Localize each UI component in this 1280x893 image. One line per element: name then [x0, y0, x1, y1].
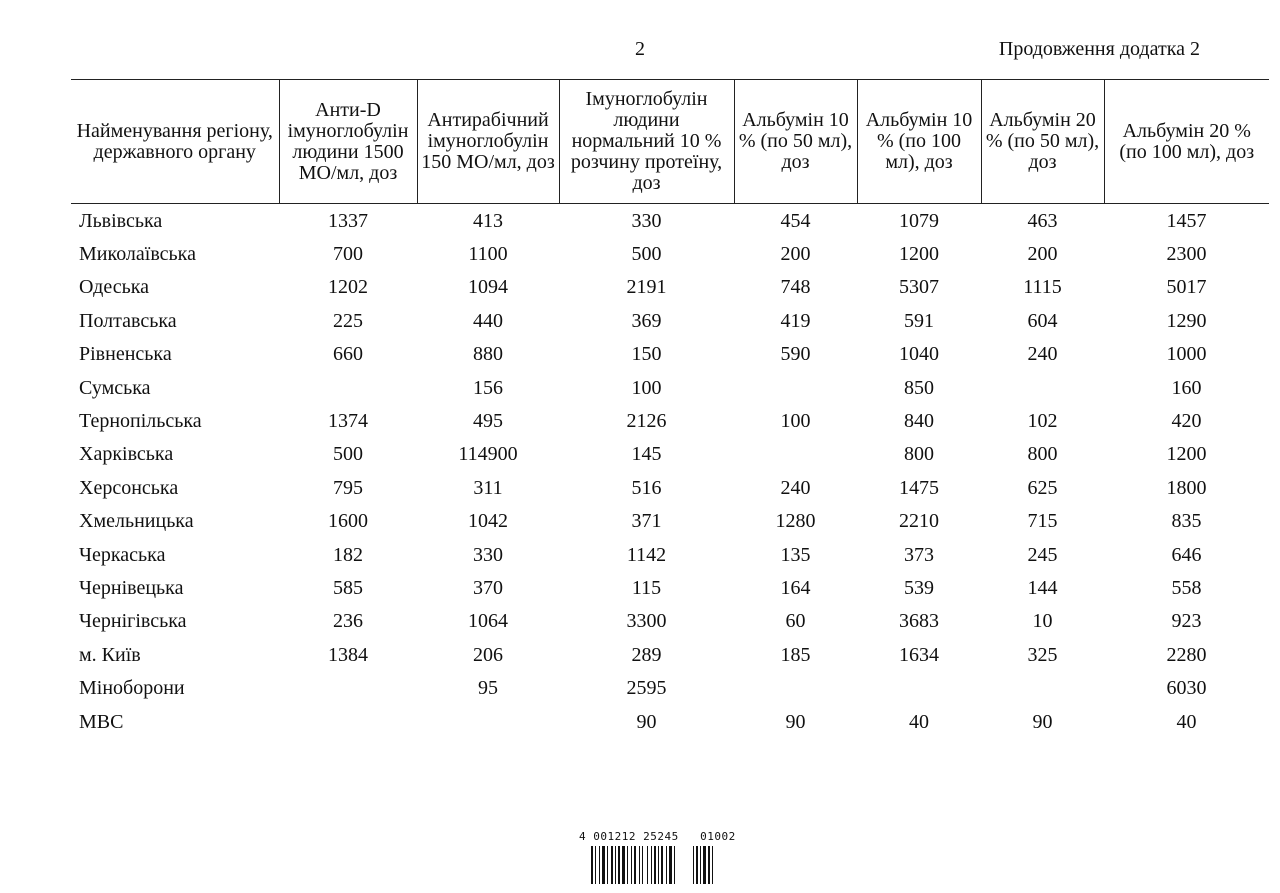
table-cell: 795	[333, 476, 363, 499]
table-cell: 100	[780, 410, 811, 433]
table-body	[71, 204, 1269, 739]
table-cell: 558	[1171, 576, 1202, 599]
column-header-albumin-20-100: Альбумін 20 % (по 100 мл), доз	[1104, 80, 1269, 204]
table-row	[71, 304, 1269, 337]
table-row	[71, 404, 1269, 437]
table-cell: 2280	[1166, 643, 1207, 666]
barcode-bar	[591, 846, 593, 884]
table-row	[71, 204, 1269, 238]
barcode-bar	[658, 846, 659, 884]
region-name-cell: МВС	[79, 710, 124, 733]
barcode-bar	[627, 846, 628, 884]
table-cell: 100	[631, 376, 662, 399]
region-name-cell: Черкаська	[79, 543, 166, 566]
table-cell: 5307	[899, 276, 939, 299]
table-cell: 1064	[468, 610, 508, 633]
table-cell: 330	[631, 209, 662, 232]
table-cell: 114900	[458, 443, 518, 466]
table-cell	[279, 371, 417, 404]
table-cell: 330	[473, 543, 503, 566]
table-cell: 371	[631, 510, 662, 533]
region-name-cell: Одеська	[79, 276, 150, 299]
table-row	[71, 605, 1269, 638]
table-cell: 800	[1027, 443, 1058, 466]
barcode-bar	[654, 846, 656, 884]
table-row	[71, 638, 1269, 671]
table-cell: 325	[1027, 643, 1058, 666]
table-cell: 700	[333, 243, 363, 266]
table-cell: 800	[904, 443, 934, 466]
column-header-antirabies: Антирабічний імуноглобулін 150 МО/мл, доз	[417, 80, 559, 204]
table-cell: 1600	[328, 510, 368, 533]
table-cell: 625	[1027, 476, 1058, 499]
table-cell: 60	[785, 610, 806, 633]
barcode-bar	[700, 846, 701, 884]
table-cell	[734, 438, 857, 471]
barcode-bar	[615, 846, 616, 884]
barcode-bar	[674, 846, 675, 884]
table-cell: 164	[780, 576, 811, 599]
table-cell: 539	[904, 576, 934, 599]
table-cell: 373	[904, 543, 934, 566]
table-cell: 160	[1171, 376, 1202, 399]
table-cell: 500	[333, 443, 363, 466]
table-cell: 95	[478, 677, 498, 700]
table-cell: 145	[631, 443, 662, 466]
table-cell: 102	[1027, 410, 1058, 433]
table-row	[71, 338, 1269, 371]
region-name-cell: Міноборони	[79, 677, 185, 700]
table-row	[71, 705, 1269, 738]
table-row	[71, 271, 1269, 304]
barcode-bar	[607, 846, 608, 884]
table-cell	[734, 671, 857, 704]
table-cell	[279, 671, 417, 704]
table-cell: 715	[1027, 510, 1058, 533]
barcode-bar	[708, 846, 710, 884]
table-cell	[279, 705, 417, 738]
table-cell: 1100	[468, 243, 508, 266]
table-cell: 1202	[328, 276, 368, 299]
barcode-bar	[661, 846, 663, 884]
table-cell: 1280	[775, 510, 816, 533]
continuation-note: Продовження додатка 2	[998, 38, 1200, 60]
table-cell: 370	[473, 576, 503, 599]
table-cell: 1374	[328, 410, 368, 433]
table-cell: 1200	[899, 243, 939, 266]
table-cell: 1634	[899, 643, 939, 666]
table-cell: 646	[1171, 543, 1202, 566]
column-header-albumin-10-100: Альбумін 10 % (по 100 мл), доз	[857, 80, 981, 204]
table-cell	[981, 371, 1104, 404]
barcode-bar	[666, 846, 667, 884]
table-row	[71, 671, 1269, 704]
table-cell: 500	[631, 243, 662, 266]
table-cell: 6030	[1166, 677, 1207, 700]
table-cell: 200	[780, 243, 811, 266]
table-row	[71, 237, 1269, 270]
table-cell: 2595	[626, 677, 667, 700]
table-cell: 225	[333, 309, 363, 332]
column-header-albumin-20-50: Альбумін 20 % (по 50 мл), доз	[981, 80, 1104, 204]
barcode-bar	[642, 846, 643, 884]
barcode-bar	[611, 846, 613, 884]
table-cell: 1337	[328, 209, 368, 232]
barcode-bar	[602, 846, 605, 884]
table-row	[71, 438, 1269, 471]
table-cell: 840	[904, 410, 934, 433]
table-cell: 2300	[1166, 243, 1207, 266]
barcode-bar	[618, 846, 620, 884]
barcode-bar	[599, 846, 600, 884]
table-row	[71, 538, 1269, 571]
table-cell: 850	[904, 376, 934, 399]
table-cell: 923	[1171, 610, 1202, 633]
table-cell: 1475	[899, 476, 939, 499]
table-cell: 591	[904, 309, 934, 332]
table-cell: 156	[473, 376, 503, 399]
table-cell: 1457	[1166, 209, 1207, 232]
table-cell: 1042	[468, 510, 508, 533]
table-row	[71, 505, 1269, 538]
region-name-cell: Хмельницька	[79, 510, 194, 533]
region-name-cell: Чернівецька	[79, 576, 184, 599]
column-header-region: Найменування регіону, державного органу	[71, 80, 279, 204]
table-cell: 200	[1027, 243, 1058, 266]
region-name-cell: Херсонська	[79, 476, 179, 499]
barcode-bar	[595, 846, 596, 884]
table-cell: 369	[631, 309, 662, 332]
table-cell: 1290	[1166, 309, 1207, 332]
table-cell: 440	[473, 309, 503, 332]
table-cell: 420	[1171, 410, 1202, 433]
barcode-bar	[651, 846, 652, 884]
table-cell: 2126	[626, 410, 667, 433]
table-cell	[734, 371, 857, 404]
table-cell: 90	[1032, 710, 1053, 733]
table-header-row	[71, 80, 1269, 204]
table-cell: 1142	[626, 543, 667, 566]
table-cell: 40	[909, 710, 929, 733]
table-cell: 1000	[1166, 343, 1207, 366]
barcode-number: 4 001212 25245 01002	[579, 830, 736, 843]
barcode-bars	[577, 846, 752, 884]
table-cell: 1384	[328, 643, 368, 666]
allocation-table	[71, 79, 1269, 738]
table-cell: 90	[785, 710, 806, 733]
table-cell: 236	[333, 610, 363, 633]
table-cell: 604	[1027, 309, 1058, 332]
table-cell: 182	[333, 543, 363, 566]
table-cell: 10	[1032, 610, 1053, 633]
region-name-cell: Миколаївська	[79, 243, 196, 266]
table-cell: 3683	[899, 610, 939, 633]
table-cell: 454	[780, 209, 811, 232]
column-header-anti-d: Анти-D імуноглобулін людини 1500 МО/мл, доз	[279, 80, 417, 204]
table-cell: 1115	[1023, 276, 1062, 299]
region-name-cell: Чернігівська	[79, 610, 187, 633]
table-cell: 748	[780, 276, 811, 299]
region-name-cell: Львівська	[79, 209, 163, 232]
table-cell: 1040	[899, 343, 939, 366]
table-cell: 590	[780, 343, 811, 366]
barcode-bar	[622, 846, 625, 884]
barcode-bar	[647, 846, 648, 884]
table-cell: 135	[780, 543, 811, 566]
table-cell: 144	[1027, 576, 1058, 599]
table-cell: 835	[1171, 510, 1202, 533]
region-name-cell: Полтавська	[79, 309, 177, 332]
table-cell: 2210	[899, 510, 939, 533]
table-row	[71, 471, 1269, 504]
table-cell	[981, 671, 1104, 704]
table-cell: 660	[333, 343, 363, 366]
table-cell: 90	[636, 710, 657, 733]
table-cell: 516	[631, 476, 662, 499]
region-name-cell: Харківська	[79, 443, 174, 466]
table-cell: 495	[473, 410, 503, 433]
barcode-bar	[639, 846, 640, 884]
table-row	[71, 571, 1269, 604]
barcode-bar	[669, 846, 672, 884]
table-cell: 240	[780, 476, 811, 499]
region-name-cell: Тернопільська	[79, 410, 202, 433]
table-cell: 419	[780, 309, 811, 332]
barcode-bar	[712, 846, 713, 884]
page-number: 2	[635, 38, 645, 60]
table-cell: 150	[631, 343, 662, 366]
table-cell: 413	[473, 209, 503, 232]
table-cell: 289	[631, 643, 662, 666]
table-cell: 5017	[1166, 276, 1207, 299]
table-cell: 3300	[626, 610, 667, 633]
barcode-bar	[634, 846, 636, 884]
table-cell: 115	[631, 576, 662, 599]
table-cell: 311	[473, 476, 503, 499]
column-header-immunoglobulin-normal: Імуноглобулін людини нормальний 10 % розчину протеїну, доз	[559, 80, 734, 204]
column-header-albumin-10-50: Альбумін 10 % (по 50 мл), доз	[734, 80, 857, 204]
table-cell: 206	[473, 643, 503, 666]
region-name-cell: Рівненська	[79, 343, 172, 366]
table-cell: 1079	[899, 209, 939, 232]
barcode	[577, 830, 752, 884]
table-cell: 880	[473, 343, 503, 366]
region-name-cell: м. Київ	[79, 643, 141, 666]
table-cell: 1094	[468, 276, 508, 299]
table-cell: 463	[1027, 209, 1058, 232]
region-name-cell: Сумська	[79, 376, 151, 399]
table-cell	[857, 671, 981, 704]
barcode-bar	[631, 846, 632, 884]
table-row	[71, 371, 1269, 404]
table-cell: 1800	[1166, 476, 1207, 499]
table-cell: 2191	[626, 276, 667, 299]
barcode-bar	[693, 846, 694, 884]
table-cell: 185	[780, 643, 811, 666]
table-cell: 245	[1027, 543, 1058, 566]
barcode-bar	[703, 846, 706, 884]
barcode-bar	[696, 846, 698, 884]
table-cell	[417, 705, 559, 738]
table-cell: 40	[1176, 710, 1197, 733]
table-cell: 240	[1027, 343, 1058, 366]
table-cell: 1200	[1166, 443, 1207, 466]
table-cell: 585	[333, 576, 363, 599]
